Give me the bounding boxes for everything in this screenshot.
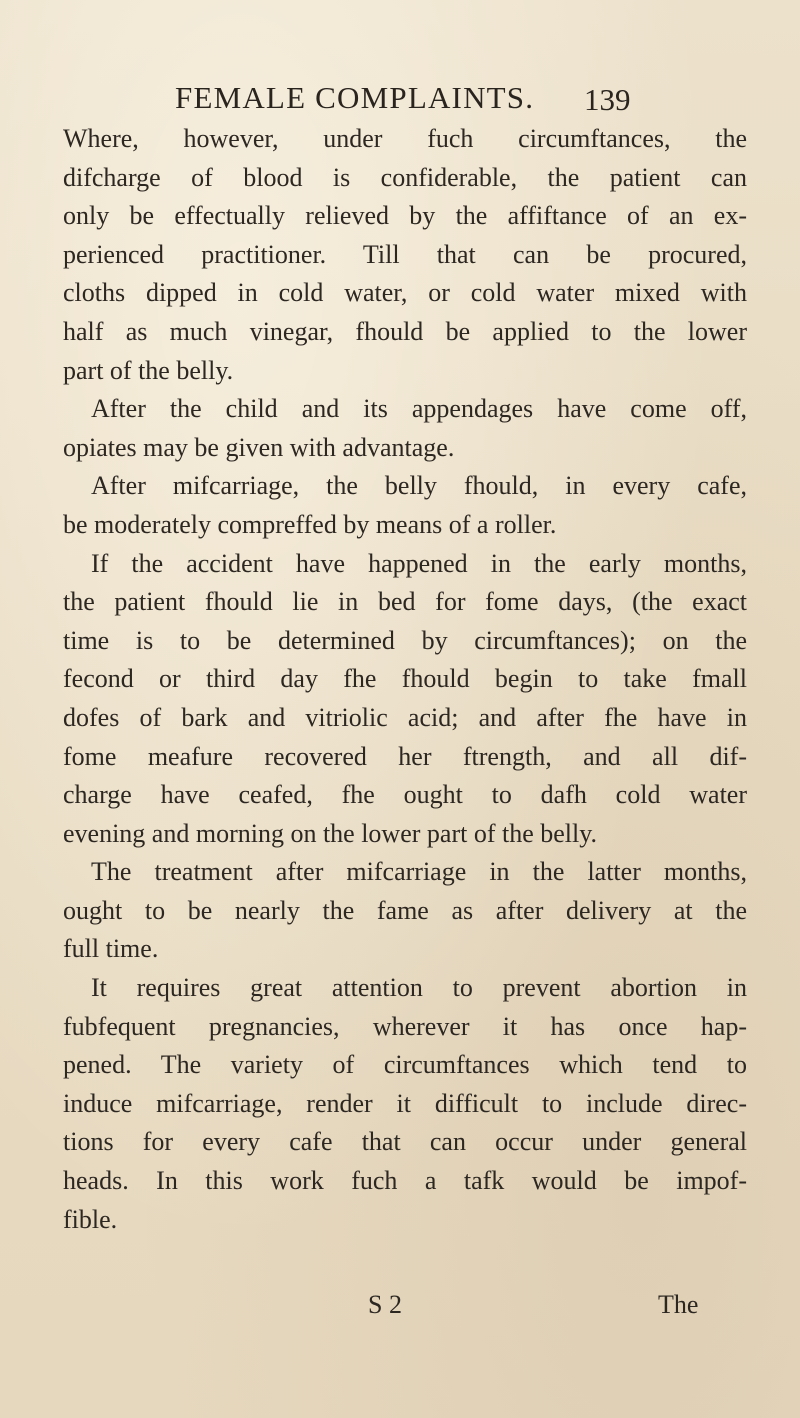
text-line: the patient fhould lie in bed for fome days, (the exact <box>63 587 747 617</box>
text-line: The treatment after mifcarriage in the latter months, <box>91 857 747 887</box>
running-title: FEMALE COMPLAINTS. <box>175 80 535 115</box>
text-line: ought to be nearly the fame as after delivery at the <box>63 895 747 925</box>
text-line: After mifcarriage, the belly fhould, in every cafe, <box>91 471 747 501</box>
page-footer <box>0 1290 800 1330</box>
text-line: It requires great attention to prevent abortion in <box>91 973 747 1003</box>
text-line: tions for every cafe that can occur under general <box>63 1127 747 1157</box>
text-line: Where, however, under fuch circumftances, the <box>63 124 747 153</box>
text-line: dofes of bark and vitriolic acid; and after fhe have in <box>63 702 747 732</box>
text-line: half as much vinegar, fhould be applied to the lower <box>63 316 747 346</box>
text-line: charge have ceafed, fhe ought to dafh cold water <box>63 780 747 810</box>
catchword: The <box>658 1290 699 1319</box>
text-line: cloths dipped in cold water, or cold water mixed with <box>63 278 747 308</box>
text-line: part of the belly. <box>63 355 234 385</box>
page-number: 139 <box>584 82 631 117</box>
running-head <box>0 80 800 120</box>
text-line: full time. <box>63 934 159 964</box>
text-line: perienced practitioner. Till that can be procured, <box>63 239 747 269</box>
signature-mark: S 2 <box>368 1290 402 1319</box>
text-line: only be effectually relieved by the affiftance of an ex- <box>63 201 747 231</box>
text-line: fecond or third day fhe fhould begin to take fmall <box>63 664 747 694</box>
text-line: opiates may be given with advantage. <box>63 432 455 462</box>
text-line: induce mifcarriage, render it difficult to include direc- <box>63 1088 747 1118</box>
text-line: fome meafure recovered her ftrength, and all dif- <box>63 741 747 771</box>
text-line: be moderately compreffed by means of a roller. <box>63 509 557 539</box>
text-line: If the accident have happened in the early months, <box>91 548 747 578</box>
body-text <box>63 120 747 1239</box>
text-line: difcharge of blood is confiderable, the patient can <box>63 162 747 192</box>
text-line: heads. In this work fuch a tafk would be impof- <box>63 1166 747 1196</box>
text-line: After the child and its appendages have come off, <box>91 394 747 424</box>
text-line: fubfequent pregnancies, wherever it has once hap- <box>63 1011 747 1041</box>
text-line: evening and morning on the lower part of the belly. <box>63 818 598 848</box>
text-line: fible. <box>63 1204 118 1234</box>
text-line: time is to be determined by circumftances); on the <box>63 625 747 655</box>
text-line: pened. The variety of circumftances which tend to <box>63 1050 747 1080</box>
